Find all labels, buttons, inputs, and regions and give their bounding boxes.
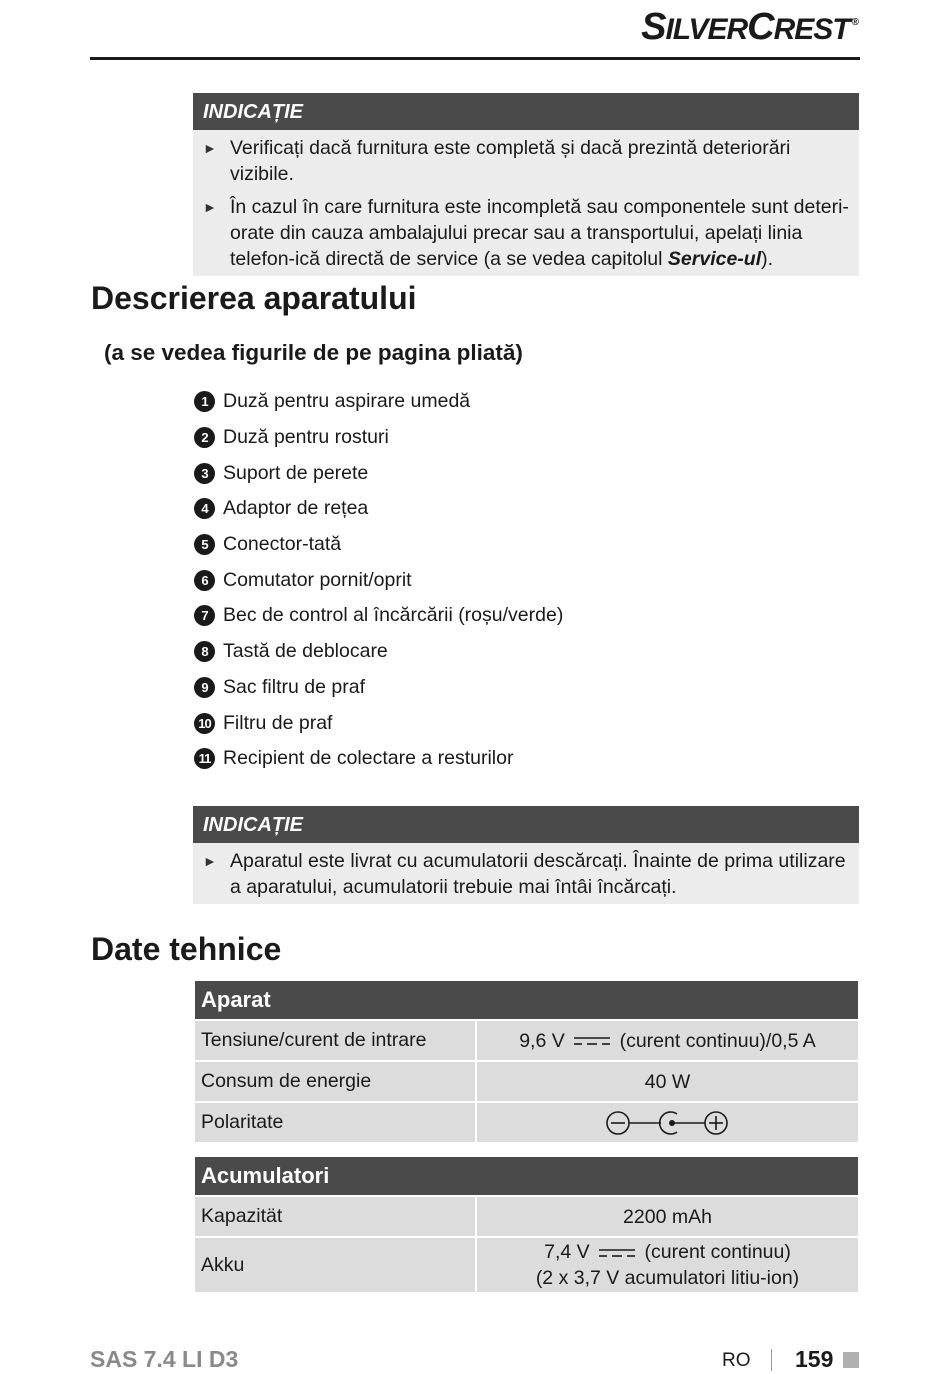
number-badge: 7 [194,605,215,626]
table-row: Kapazität 2200 mAh [195,1196,858,1237]
direct-current-icon [598,1247,636,1259]
arrow-right-icon: ► [203,140,217,156]
footer-separator [771,1349,772,1371]
note-box-2 [193,806,859,904]
list-item: 10 Filtru de praf [194,705,563,741]
number-badge: 1 [194,391,215,412]
number-badge: 3 [194,463,215,484]
note-box-1 [193,93,859,276]
note-bullet: ► Verificați dacă furnitura este completă și dacă prezintă deteriorări vizibile. [203,137,791,185]
square-icon [843,1352,859,1368]
section-title-technical-data: Date tehnice [91,931,282,967]
number-badge: 5 [194,534,215,555]
section-title-description: Descrierea aparatului [91,280,417,316]
number-badge: 10 [194,713,215,734]
number-badge: 2 [194,427,215,448]
list-item: 4 Adaptor de rețea [194,491,563,527]
note-title: INDICAȚIE [193,93,859,130]
table-row: Consum de energie 40 W [195,1061,858,1102]
number-badge: 11 [194,748,215,769]
number-badge: 6 [194,570,215,591]
arrow-right-icon: ► [203,199,217,215]
list-item: 3 Suport de perete [194,455,563,491]
list-item: 6 Comutator pornit/oprit [194,562,563,598]
section-subtitle: (a se vedea figurile de pe pagina pliată) [104,340,523,365]
list-item: 1 Duză pentru aspirare umedă [194,384,563,420]
silvercrest-logo: SILVERCREST ® [641,6,858,48]
note-bullet: ► Aparatul este livrat cu acumulatorii descărcați. Înainte de prima utilizare a aparatului, acumulatorii trebuie mai întâi încărcați. [203,850,846,898]
chapter-reference: Service-ul [667,248,762,270]
footer-model: SAS 7.4 LI D3 [90,1346,239,1372]
note-bullet: ► În cazul în care furnitura este incompletă sau componentele sunt deteri-orate din cauza ambalajului precar sau a transportului, apelați linia telefon-ică directă de service (a se vedea capitolul Service-ul). [203,196,849,270]
table-header: Acumulatori [195,1157,858,1196]
number-badge: 9 [194,677,215,698]
polarity-icon [605,1108,731,1138]
list-item: 11 Recipient de colectare a resturilor [194,741,563,777]
direct-current-icon [573,1035,611,1047]
list-item: 2 Duză pentru rosturi [194,420,563,456]
header-rule [90,57,860,60]
list-item: 5 Conector-tată [194,527,563,563]
parts-list [194,384,563,777]
list-item: 9 Sac filtru de praf [194,670,563,706]
table-row: Tensiune/curent de intrare 9,6 V (curent continuu)/0,5 A [195,1020,858,1061]
arrow-right-icon: ► [203,853,217,869]
table-header: Aparat [195,981,858,1020]
list-item: 8 Tastă de deblocare [194,634,563,670]
number-badge: 8 [194,641,215,662]
note-title: INDICAȚIE [193,806,859,843]
battery-spec-table [195,1157,858,1294]
number-badge: 4 [194,498,215,519]
table-row: Polaritate [195,1102,858,1143]
footer-language: RO [722,1350,751,1371]
device-spec-table [195,981,858,1144]
table-row: Akku 7,4 V (curent continuu) (2 x 3,7 V acumulatori litiu-ion) [195,1237,858,1293]
list-item: 7 Bec de control al încărcării (roșu/verde) [194,598,563,634]
page-number: 159 [795,1346,834,1372]
